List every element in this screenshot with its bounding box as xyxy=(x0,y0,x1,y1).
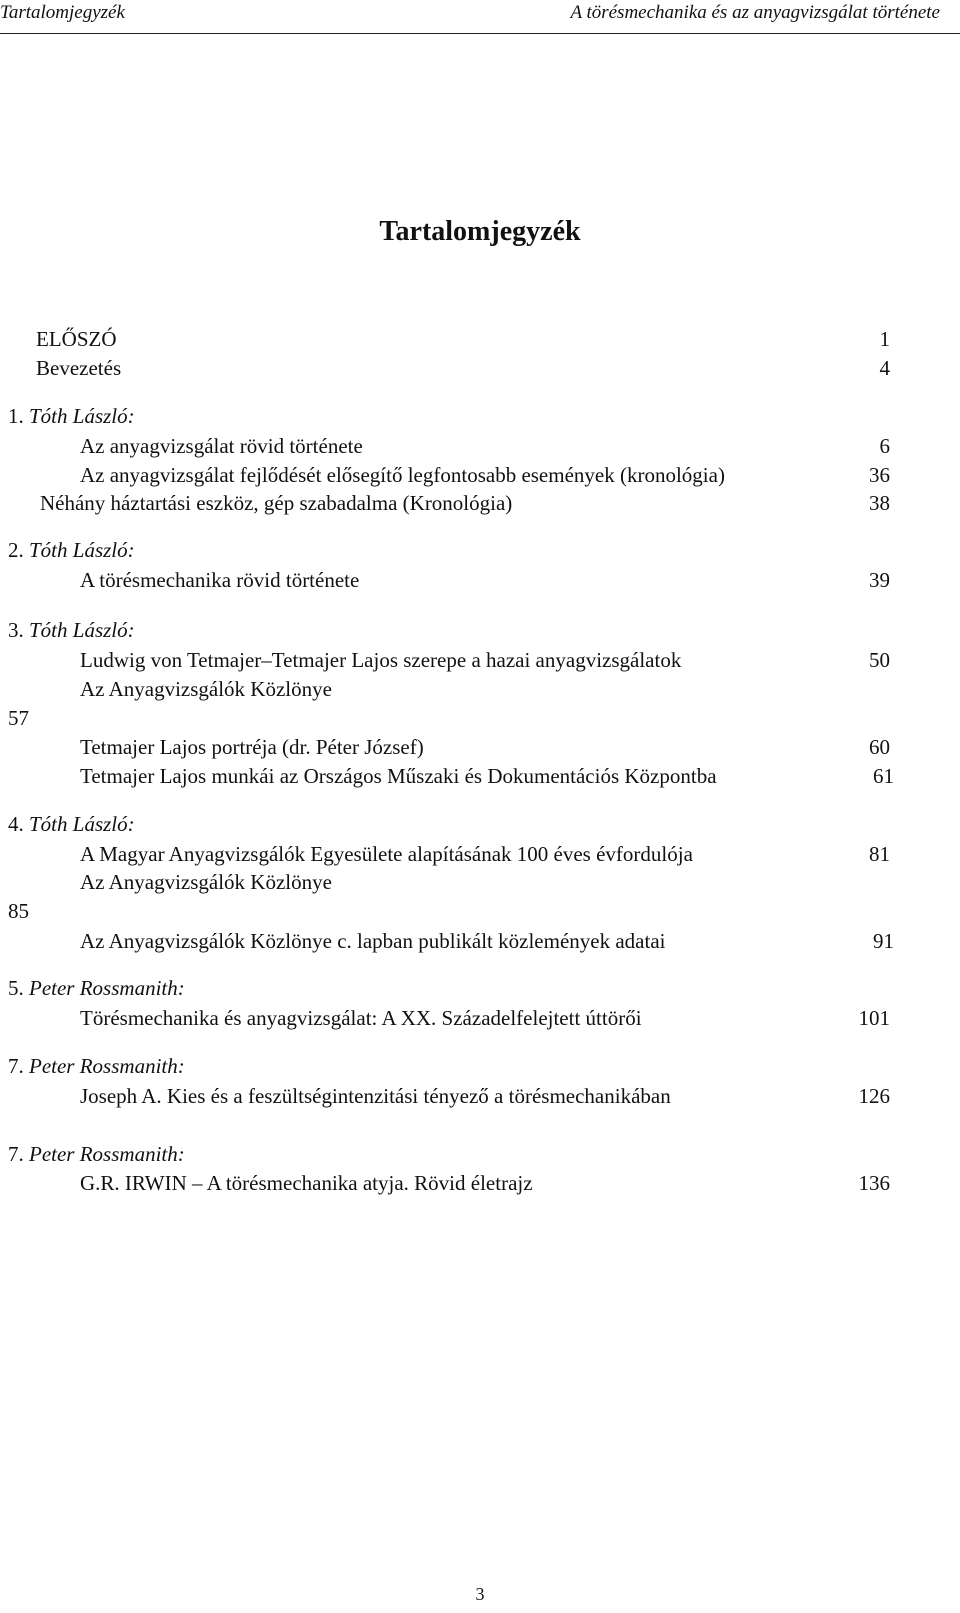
section-number: 4. xyxy=(8,812,24,836)
toc-entry: G.R. IRWIN – A törésmechanika atyja. Rövid életrajz xyxy=(80,1171,533,1195)
toc-page: 91 xyxy=(873,929,894,953)
toc-page-wrapped: 57 xyxy=(8,706,29,730)
page-number: 3 xyxy=(475,1584,485,1604)
header-rule xyxy=(0,33,960,34)
toc-page: 101 xyxy=(858,1006,890,1030)
toc-entry-bevezetes: Bevezetés xyxy=(36,356,122,380)
toc-entry: Az Anyagvizsgálók Közlönye c. lapban publikált közlemények adatai xyxy=(80,929,666,953)
author-name: Peter Rossmanith: xyxy=(29,1054,185,1078)
toc-page: 136 xyxy=(858,1171,890,1195)
section-number: 3. xyxy=(8,618,24,642)
toc-entry: A törésmechanika rövid története xyxy=(80,568,360,592)
toc-page: 60 xyxy=(869,735,890,759)
toc-page-wrapped: 85 xyxy=(8,899,29,923)
toc-page: 50 xyxy=(869,648,890,672)
toc-page: 6 xyxy=(879,434,890,458)
toc-page: 81 xyxy=(869,842,890,866)
toc-page: 38 xyxy=(869,491,890,515)
section-author xyxy=(8,1054,185,1079)
toc-page-bevezetes: 4 xyxy=(879,356,890,380)
toc-entry: Ludwig von Tetmajer–Tetmajer Lajos szerepe a hazai anyagvizsgálatok xyxy=(80,648,682,672)
toc-entry: Az Anyagvizsgálók Közlönye xyxy=(80,677,332,701)
toc-entry: Az Anyagvizsgálók Közlönye xyxy=(80,870,332,894)
section-author xyxy=(8,538,135,563)
toc-entry: Az anyagvizsgálat fejlődését elősegítő legfontosabb események (kronológia) xyxy=(80,463,725,487)
author-name: Tóth László: xyxy=(29,538,135,562)
toc-page-eloszo: 1 xyxy=(879,327,890,351)
toc-entry: Tetmajer Lajos portréja (dr. Péter József) xyxy=(80,735,424,759)
section-author xyxy=(8,812,135,837)
toc-entry: A Magyar Anyagvizsgálók Egyesülete alapításának 100 éves évfordulója xyxy=(80,842,693,866)
toc-entry-eloszo: ELŐSZÓ xyxy=(36,327,117,351)
toc-entry: Törésmechanika és anyagvizsgálat: A XX. Századelfelejtett úttörői xyxy=(80,1006,642,1030)
toc-entry: Tetmajer Lajos munkái az Országos Műszaki és Dokumentációs Központba xyxy=(80,764,717,788)
section-author xyxy=(8,404,135,429)
toc-page: 126 xyxy=(858,1084,890,1108)
author-name: Tóth László: xyxy=(29,618,135,642)
section-number: 1. xyxy=(8,404,24,428)
toc-page: 61 xyxy=(873,764,894,788)
section-number: 7. xyxy=(8,1054,24,1078)
author-name: Peter Rossmanith: xyxy=(29,976,185,1000)
running-header-left: Tartalomjegyzék xyxy=(0,2,125,23)
page-title: Tartalomjegyzék xyxy=(379,216,581,247)
section-number: 2. xyxy=(8,538,24,562)
section-author xyxy=(8,618,135,643)
section-author xyxy=(8,1142,185,1167)
author-name: Peter Rossmanith: xyxy=(29,1142,185,1166)
toc-entry: Joseph A. Kies és a feszültségintenzitási tényező a törésmechanikában xyxy=(80,1084,671,1108)
toc-entry: Néhány háztartási eszköz, gép szabadalma (Kronológia) xyxy=(40,491,513,515)
author-name: Tóth László: xyxy=(29,404,135,428)
toc-page: 36 xyxy=(869,463,890,487)
toc-page: 39 xyxy=(869,568,890,592)
section-number: 5. xyxy=(8,976,24,1000)
section-author xyxy=(8,976,185,1001)
toc-entry: Az anyagvizsgálat rövid története xyxy=(80,434,363,458)
author-name: Tóth László: xyxy=(29,812,135,836)
section-number: 7. xyxy=(8,1142,24,1166)
running-header-right: A törésmechanika és az anyagvizsgálat története xyxy=(570,2,940,23)
